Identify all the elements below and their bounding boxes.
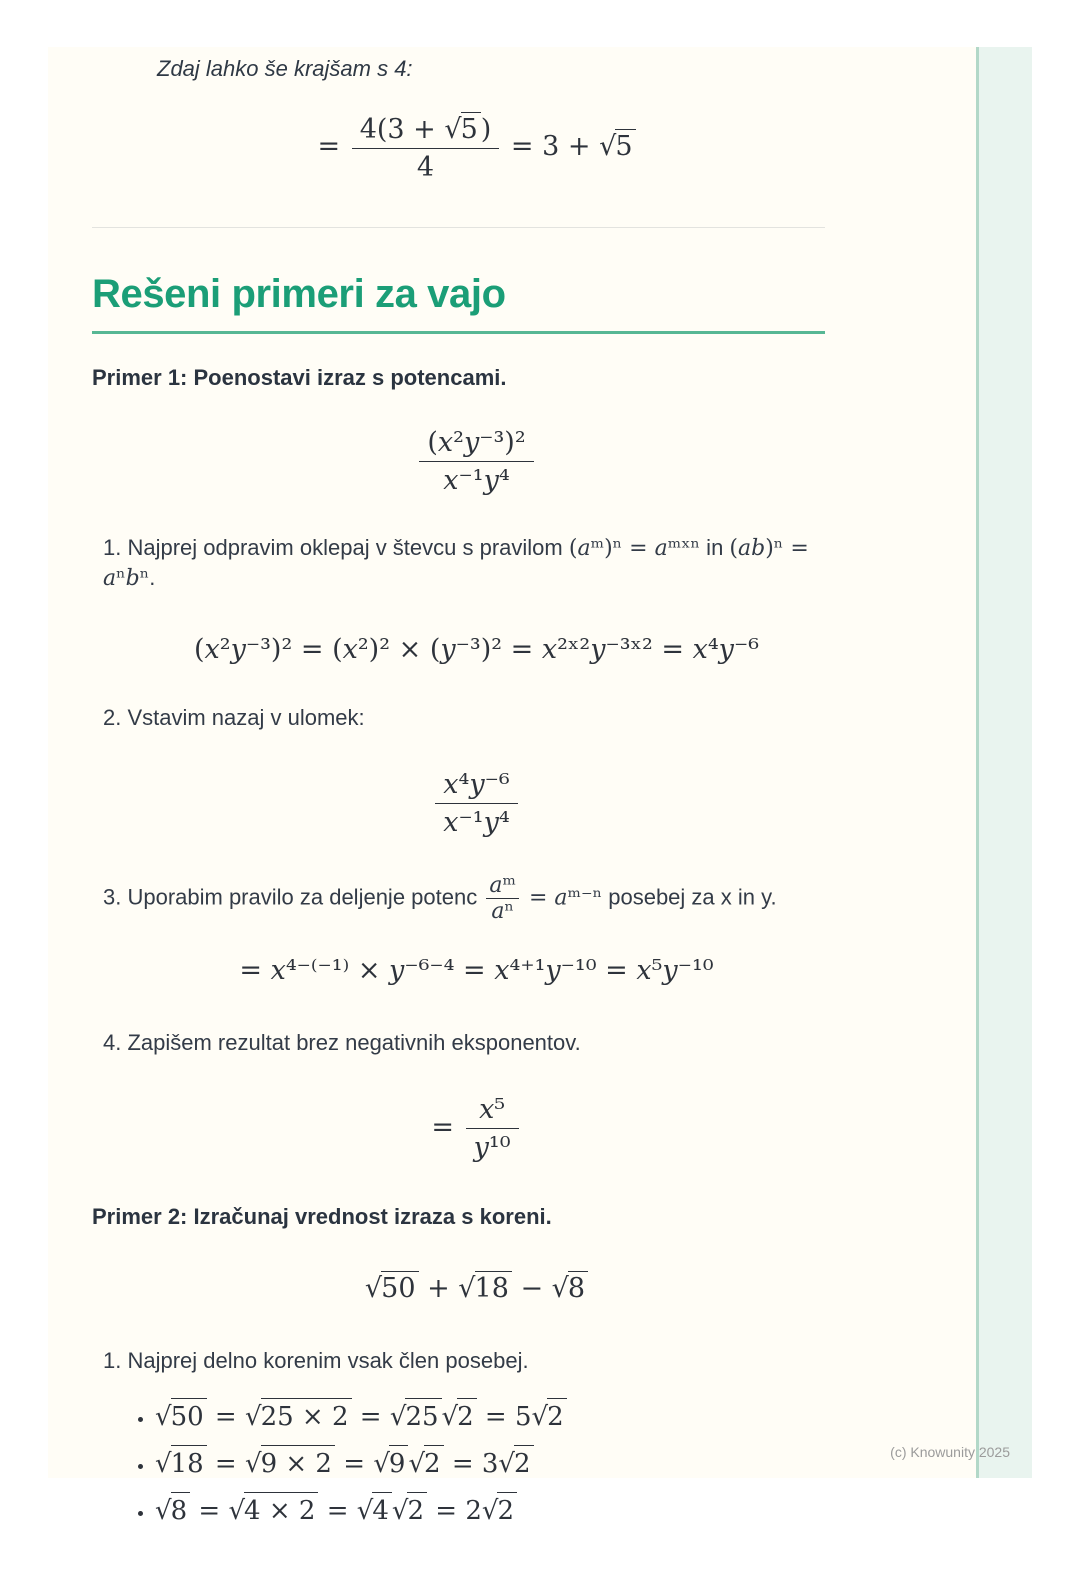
sqrt-bullet-list: [92, 1398, 825, 1529]
primer1-math-line-2: = x⁴⁻⁽⁻¹⁾ × y⁻⁶⁻⁴ = x⁴⁺¹y⁻¹⁰ = x⁵y⁻¹⁰: [239, 954, 714, 986]
primer1-result: = $\frac{\text{x⁵}}{\text{y¹⁰}}$: [92, 1094, 825, 1163]
primer1-fraction-2: $\frac{\text{x⁴y⁻⁶}}{\text{x⁻¹y⁴}}$: [92, 769, 825, 838]
step-line-1: 1. Najprej odpravim oklepaj v števcu s pravilom (aᵐ)ⁿ = aᵐˣⁿ in (ab)ⁿ = aⁿbⁿ.: [103, 535, 809, 592]
right-accent-stripe: [976, 47, 1032, 1478]
sqrt-bullet-3: • √8 = √4 × 2 = √4 √2 = 2√2: [155, 1492, 825, 1529]
step-line-2: 2. Vstavim nazaj v ulomek:: [103, 705, 365, 731]
copyright-note: (c) Knowunity 2025: [890, 1444, 1010, 1460]
primer2-expression: √50 + √18 − √8: [92, 1271, 825, 1305]
sqrt-bullet-2: • √18 = √9 × 2 = √9 √2 = 3√2: [155, 1445, 825, 1482]
primer2-title: Primer 2: Izračunaj vrednost izraza s koreni.: [92, 1204, 552, 1230]
sqrt-bullet-1: • √50 = √25 × 2 = √25 √2 = 5√2: [155, 1398, 825, 1435]
primer1-math-line-1: (x²y⁻³)² = (x²)² × (y⁻³)² = x²ˣ²y⁻³ˣ² = x⁴y⁻⁶: [193, 633, 760, 665]
step-line-4: 4. Zapišem rezultat brez negativnih eksponentov.: [103, 1030, 581, 1056]
italic-note: Zdaj lahko še krajšam s 4:: [157, 56, 413, 81]
primer2-step-line-1: 1. Najprej delno korenim vsak člen posebej.: [103, 1347, 529, 1373]
section-divider: [92, 227, 825, 228]
page-content: [92, 47, 825, 1529]
document-page: [48, 47, 1032, 1526]
intro-formula: = $\frac{4(3 + √5 )}{4}$ = 3 + √5: [92, 112, 825, 183]
page-title: Rešeni primeri za vajo: [92, 272, 506, 317]
step-line-3: 3. Uporabim pravilo za deljenje potenc $\frac{\text{aᵐ}}{\text{aⁿ}}$ = aᵐ⁻ⁿ posebej za x in y.: [103, 872, 777, 924]
title-underline: [92, 331, 825, 334]
primer1-title: Primer 1: Poenostavi izraz s potencami.: [92, 364, 507, 390]
primer1-expression: $\frac{\text{(x²y⁻³)²}}{\text{x⁻¹y⁴}}$: [92, 427, 825, 496]
